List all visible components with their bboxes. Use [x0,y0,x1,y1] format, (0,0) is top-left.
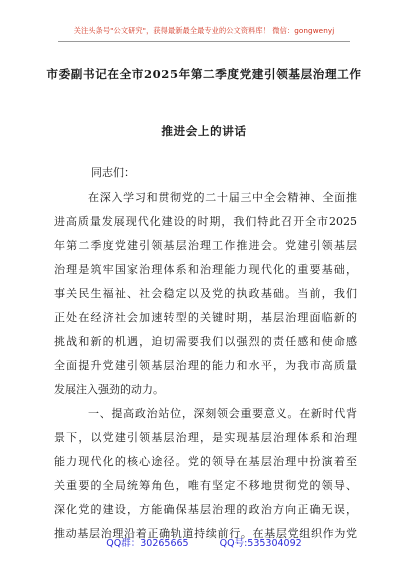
paragraph-line: 在深入学习和贯彻党的二十届三中全会精神、全面推 [88,191,357,204]
header-divider [58,41,350,42]
qq-account-number: QQ号:535304092 [219,538,302,549]
paragraph-line: 深化党的建设，方能确保基层治理的政治方向正确无误， [54,503,357,516]
paragraph-section-1 [54,402,357,546]
paragraph-line: 发展注入强劲的动力。 [54,383,164,396]
paragraph-line: 治理是筑牢国家治理体系和治理能力现代化的重要基础， [54,263,357,276]
footer-contact [0,535,408,549]
document-title-continued: 推进会上的讲话 [161,124,247,138]
paragraph-line: 事关民生福祉、社会稳定以及党的执政基础。当前，我们 [54,287,357,300]
qq-group-number: QQ群：30265665 [106,538,189,549]
paragraph-line: 关重要的全局统筹角色，唯有坚定不移地贯彻党的领导、 [54,479,357,492]
salutation: 同志们： [91,166,135,179]
paragraph-line: 一、提高政治站位，深刻领会重要意义。在新时代背 [88,407,357,420]
paragraph-line: 全面提升党建引领基层治理的能力和水平，为我市高质量 [54,359,357,372]
paragraph-line: 年第二季度党建引领基层治理工作推进会。党建引领基层 [54,239,357,252]
paragraph-line: 进高质量发展现代化建设的时期，我们特此召开全市2025 [54,215,357,228]
paragraph-line: 挑战和新的机遇，迫切需要我们以强烈的责任感和使命感 [54,335,357,348]
document-title: 市委副书记在全市2025年第二季度党建引领基层治理工作 [46,67,362,81]
paragraph-line: 能力现代化的核心途径。党的领导在基层治理中扮演着至 [54,455,357,468]
paragraph-line: 正处在经济社会加速转型的关键时期，基层治理面临新的 [54,311,357,324]
paragraph-line: 推动基层治理沿着正确轨道持续前行。在基层党组织作为党 [54,527,357,540]
promo-banner: 关注头条号"公文研究"，获得最新最全最专业的公文资料库！ 微信：gongwenyj [73,26,335,35]
paragraph-intro [54,186,357,402]
paragraph-line: 景下，以党建引领基层治理，是实现基层治理体系和治理 [54,431,357,444]
